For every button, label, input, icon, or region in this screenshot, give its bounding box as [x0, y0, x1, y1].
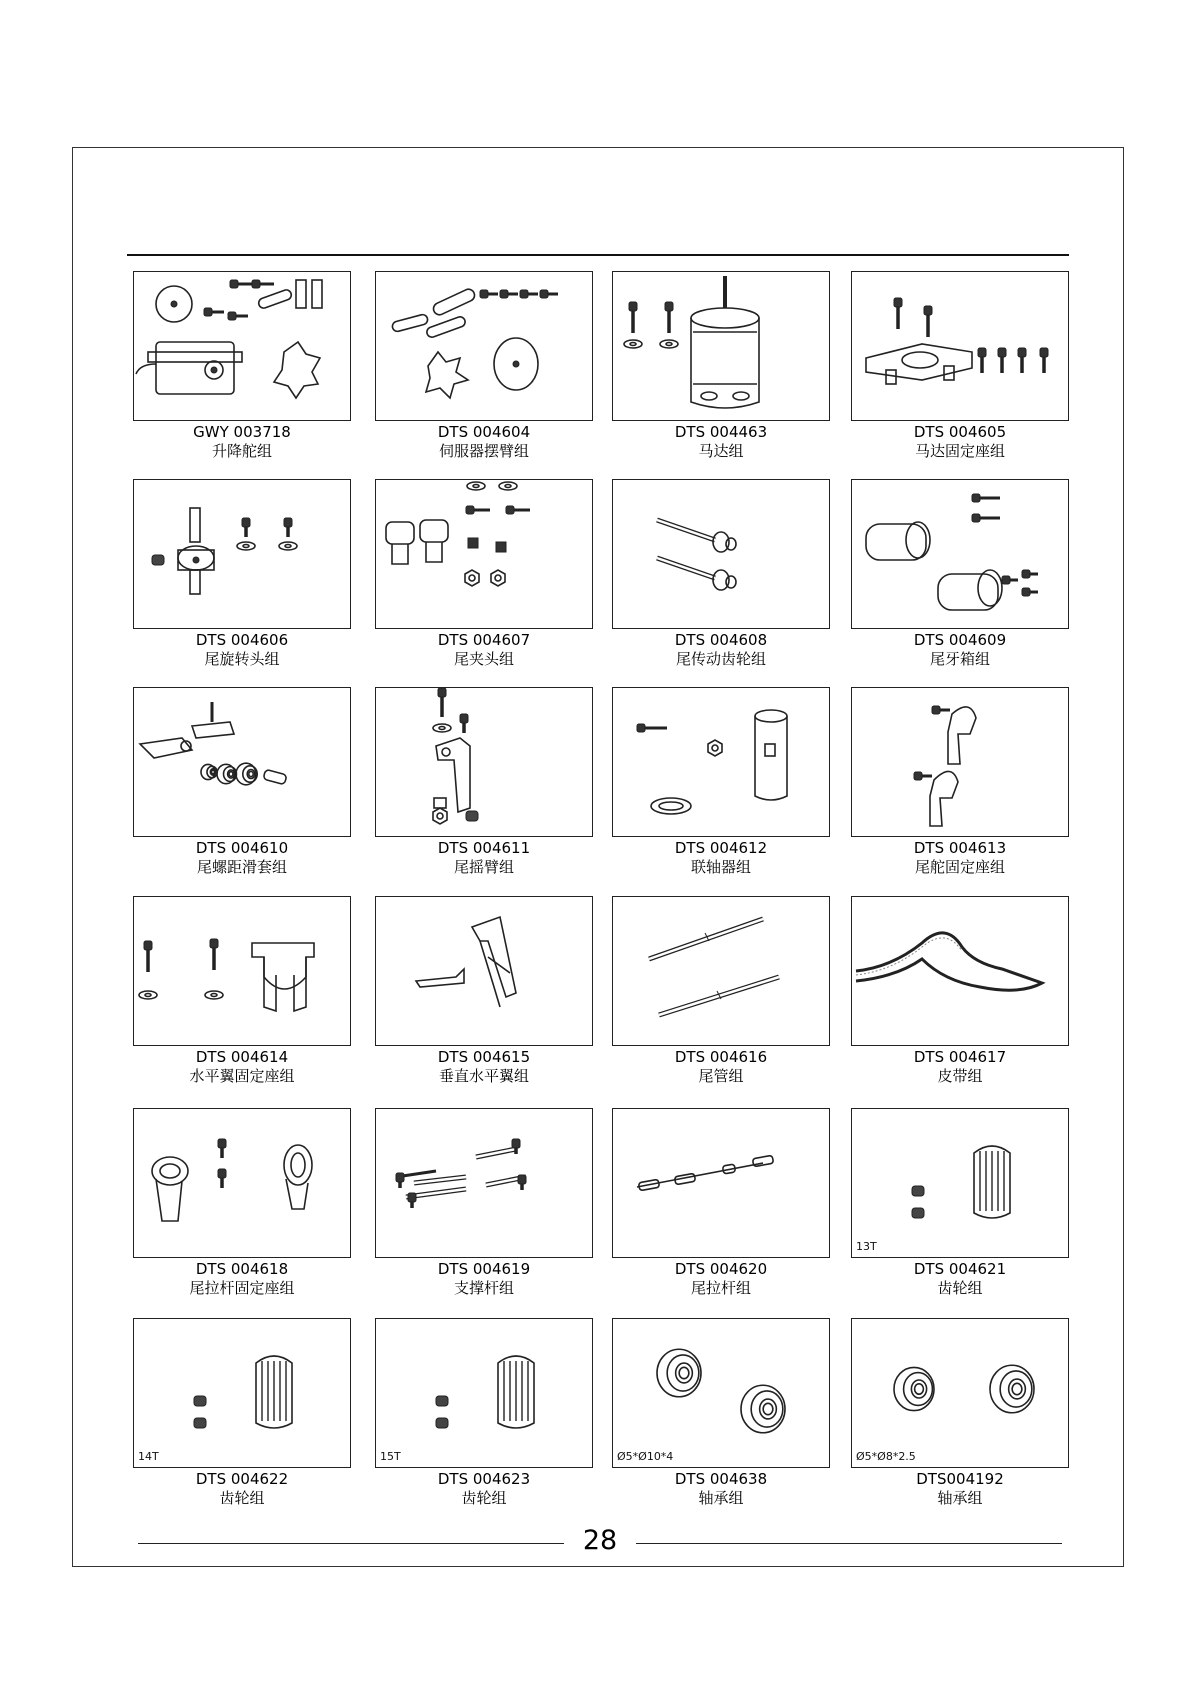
servo-horn-set-icon [376, 272, 592, 420]
part-name: 伺服器摆臂组 [438, 442, 529, 460]
part-name: 马达固定座组 [914, 442, 1005, 460]
part-size-tag: Ø5*Ø8*2.5 [856, 1450, 916, 1463]
part-name: 马达组 [698, 442, 744, 460]
part-image-box [851, 896, 1069, 1046]
part-code: DTS 004618 [195, 1260, 289, 1278]
part-code: DTS 004609 [913, 631, 1007, 649]
part-name: 垂直水平翼组 [438, 1067, 529, 1085]
pinion-gear-icon [852, 1109, 1068, 1257]
part-name: 齿轮组 [937, 1279, 983, 1297]
tail-servo-mount-icon [852, 688, 1068, 836]
part-code: DTS 004638 [674, 1470, 768, 1488]
part-size-tag: 13T [856, 1240, 877, 1253]
part-name: 轴承组 [937, 1489, 983, 1507]
part-name: 齿轮组 [219, 1489, 265, 1507]
part-name: 尾牙箱组 [929, 650, 990, 668]
part-code: DTS 004621 [913, 1260, 1007, 1278]
pinion-gear-icon [376, 1319, 592, 1467]
part-image-box [375, 896, 593, 1046]
pushrod-guide-icon [134, 1109, 350, 1257]
part-image-box [375, 1108, 593, 1258]
header-rule [127, 254, 1069, 256]
part-image-box [612, 1318, 830, 1468]
part-code: DTS 004608 [674, 631, 768, 649]
page-number: 28 [582, 1525, 618, 1556]
part-image-box [612, 687, 830, 837]
part-image-box [851, 1318, 1069, 1468]
part-name: 尾旋转头组 [204, 650, 280, 668]
part-size-tag: 14T [138, 1450, 159, 1463]
part-image-box [851, 479, 1069, 629]
part-image-box [133, 1318, 351, 1468]
part-code: DTS 004610 [195, 839, 289, 857]
part-name: 升降舵组 [211, 442, 272, 460]
part-image-box [612, 896, 830, 1046]
tail-hub-icon [134, 480, 350, 628]
part-image-box [612, 271, 830, 421]
part-name: 尾摇臂组 [453, 858, 514, 876]
part-image-box [133, 687, 351, 837]
part-name: 齿轮组 [461, 1489, 507, 1507]
part-image-box [133, 1108, 351, 1258]
part-image-box [612, 479, 830, 629]
part-code: DTS 004617 [913, 1048, 1007, 1066]
part-image-box [375, 271, 593, 421]
tail-grip-icon [376, 480, 592, 628]
motor-icon [613, 272, 829, 420]
pitch-slider-icon [134, 688, 350, 836]
part-code: DTS 004604 [437, 423, 531, 441]
coupler-icon [613, 688, 829, 836]
part-name: 轴承组 [698, 1489, 744, 1507]
part-code: DTS 004620 [674, 1260, 768, 1278]
part-code: DTS 004611 [437, 839, 531, 857]
part-name: 联轴器组 [690, 858, 751, 876]
part-code: GWY 003718 [193, 423, 291, 441]
part-image-box [375, 1318, 593, 1468]
part-name: 尾舵固定座组 [914, 858, 1005, 876]
part-image-box [851, 1108, 1069, 1258]
part-image-box [133, 271, 351, 421]
part-name: 水平翼固定座组 [189, 1067, 295, 1085]
part-code: DTS 004463 [674, 423, 768, 441]
part-code: DTS 004605 [913, 423, 1007, 441]
part-code: DTS 004606 [195, 631, 289, 649]
part-image-box [375, 479, 593, 629]
part-name: 尾管组 [698, 1067, 744, 1085]
part-name: 皮带组 [937, 1067, 983, 1085]
part-code: DTS 004614 [195, 1048, 289, 1066]
footer-rule-right [636, 1543, 1062, 1544]
tail-drive-gear-icon [613, 480, 829, 628]
part-name: 尾拉杆组 [690, 1279, 751, 1297]
support-rod-icon [376, 1109, 592, 1257]
tail-pushrod-icon [613, 1109, 829, 1257]
part-code: DTS 004616 [674, 1048, 768, 1066]
part-code: DTS 004613 [913, 839, 1007, 857]
part-image-box [851, 271, 1069, 421]
part-name: 尾夹头组 [453, 650, 514, 668]
part-name: 尾螺距滑套组 [196, 858, 287, 876]
belt-icon [852, 897, 1068, 1045]
tail-gearbox-icon [852, 480, 1068, 628]
part-name: 尾拉杆固定座组 [189, 1279, 295, 1297]
part-size-tag: Ø5*Ø10*4 [617, 1450, 674, 1463]
fin-set-icon [376, 897, 592, 1045]
part-image-box [133, 479, 351, 629]
bearing-icon [852, 1319, 1068, 1467]
pinion-gear-icon [134, 1319, 350, 1467]
tail-bellcrank-icon [376, 688, 592, 836]
part-name: 支撑杆组 [453, 1279, 514, 1297]
tail-boom-icon [613, 897, 829, 1045]
part-code: DTS 004623 [437, 1470, 531, 1488]
part-name: 尾传动齿轮组 [675, 650, 766, 668]
motor-mount-icon [852, 272, 1068, 420]
servo-set-icon [134, 272, 350, 420]
part-code: DTS 004612 [674, 839, 768, 857]
part-code: DTS 004619 [437, 1260, 531, 1278]
part-code: DTS 004615 [437, 1048, 531, 1066]
footer-rule-left [138, 1543, 564, 1544]
part-code: DTS004192 [916, 1470, 1004, 1488]
part-code: DTS 004622 [195, 1470, 289, 1488]
part-image-box [375, 687, 593, 837]
part-image-box [133, 896, 351, 1046]
part-image-box [851, 687, 1069, 837]
bearing-icon [613, 1319, 829, 1467]
stabilizer-mount-icon [134, 897, 350, 1045]
part-code: DTS 004607 [437, 631, 531, 649]
part-image-box [612, 1108, 830, 1258]
part-size-tag: 15T [380, 1450, 401, 1463]
